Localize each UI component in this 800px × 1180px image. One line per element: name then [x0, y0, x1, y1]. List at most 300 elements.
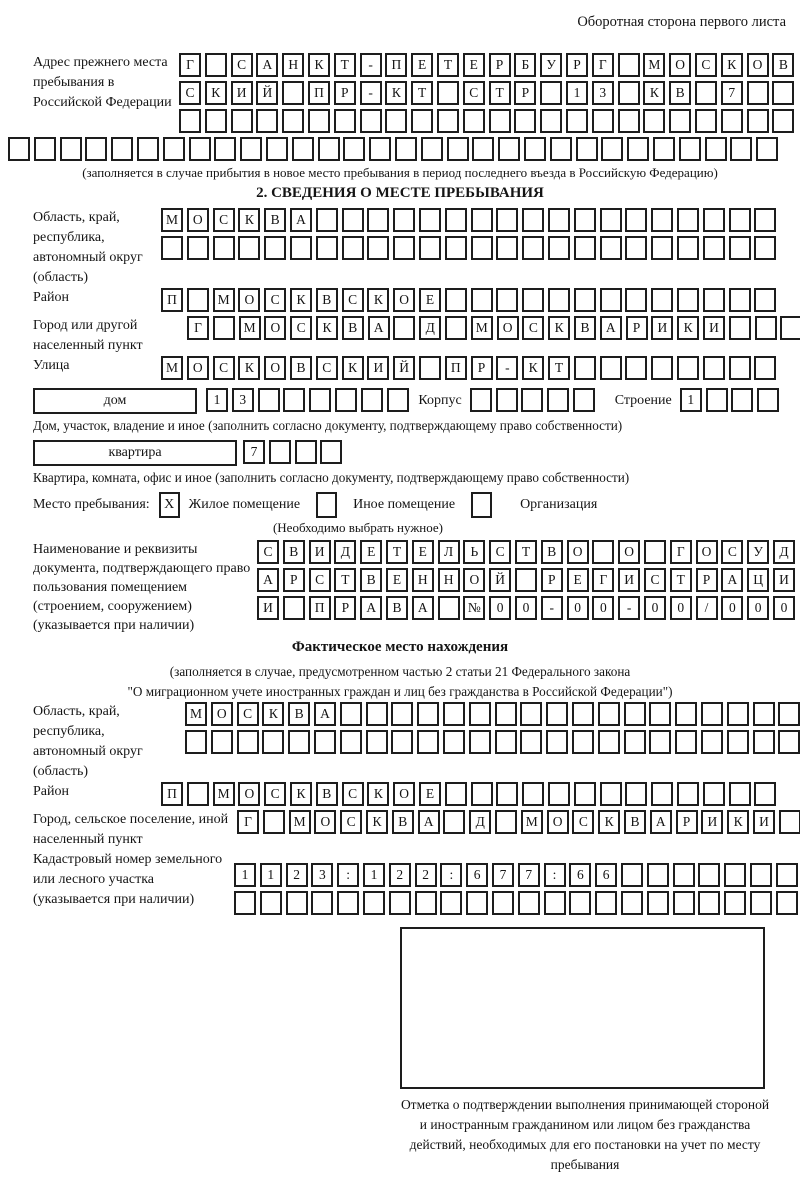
char-box[interactable]: 6	[595, 863, 617, 887]
char-box[interactable]: К	[238, 208, 260, 232]
char-box[interactable]	[498, 137, 520, 161]
char-box[interactable]	[592, 540, 614, 564]
char-box[interactable]	[618, 53, 640, 77]
char-box[interactable]	[675, 730, 697, 754]
char-box[interactable]	[548, 782, 570, 806]
char-box[interactable]: И	[651, 316, 673, 340]
char-box[interactable]	[546, 730, 568, 754]
char-box[interactable]: С	[572, 810, 594, 834]
char-box[interactable]	[574, 782, 596, 806]
char-box[interactable]: К	[367, 782, 389, 806]
char-box[interactable]	[729, 208, 751, 232]
char-box[interactable]: А	[290, 208, 312, 232]
char-box[interactable]: :	[337, 863, 359, 887]
char-box[interactable]	[496, 782, 518, 806]
char-box[interactable]: С	[179, 81, 201, 105]
char-box[interactable]	[729, 356, 751, 380]
char-box[interactable]: И	[367, 356, 389, 380]
char-box[interactable]: К	[205, 81, 227, 105]
char-box[interactable]	[34, 137, 56, 161]
char-box[interactable]	[643, 109, 665, 133]
char-box[interactable]: И	[231, 81, 253, 105]
char-box[interactable]	[437, 81, 459, 105]
char-box[interactable]	[520, 730, 542, 754]
char-box[interactable]	[754, 208, 776, 232]
char-box[interactable]	[595, 891, 617, 915]
char-box[interactable]	[283, 596, 305, 620]
char-box[interactable]	[754, 356, 776, 380]
char-box[interactable]: 7	[243, 440, 265, 464]
char-box[interactable]: Е	[567, 568, 589, 592]
char-box[interactable]: О	[463, 568, 485, 592]
char-box[interactable]: А	[257, 568, 279, 592]
char-box[interactable]: В	[288, 702, 310, 726]
char-box[interactable]	[546, 702, 568, 726]
char-box[interactable]	[445, 288, 467, 312]
char-box[interactable]	[187, 782, 209, 806]
char-box[interactable]: И	[753, 810, 775, 834]
char-box[interactable]: 6	[569, 863, 591, 887]
char-box[interactable]: А	[721, 568, 743, 592]
char-box[interactable]: Д	[469, 810, 491, 834]
char-box[interactable]	[574, 356, 596, 380]
char-box[interactable]: В	[392, 810, 414, 834]
char-box[interactable]: К	[290, 782, 312, 806]
char-box[interactable]	[649, 702, 671, 726]
char-box[interactable]	[393, 236, 415, 260]
char-box[interactable]: М	[213, 782, 235, 806]
char-box[interactable]	[524, 137, 546, 161]
char-box[interactable]: Р	[626, 316, 648, 340]
char-box[interactable]	[651, 356, 673, 380]
char-box[interactable]	[618, 81, 640, 105]
char-box[interactable]	[316, 236, 338, 260]
char-box[interactable]	[445, 316, 467, 340]
checkbox-zhiloe[interactable]: X	[159, 492, 180, 518]
char-box[interactable]: Т	[386, 540, 408, 564]
char-box[interactable]	[393, 316, 415, 340]
char-box[interactable]	[520, 702, 542, 726]
char-box[interactable]: К	[367, 288, 389, 312]
char-box[interactable]	[600, 208, 622, 232]
char-box[interactable]	[695, 81, 717, 105]
char-box[interactable]: Г	[187, 316, 209, 340]
char-box[interactable]	[334, 109, 356, 133]
char-box[interactable]	[288, 730, 310, 754]
char-box[interactable]: К	[238, 356, 260, 380]
char-box[interactable]: 2	[286, 863, 308, 887]
char-box[interactable]	[256, 109, 278, 133]
char-box[interactable]: 1	[363, 863, 385, 887]
char-box[interactable]	[438, 596, 460, 620]
char-box[interactable]	[469, 730, 491, 754]
char-box[interactable]: Р	[471, 356, 493, 380]
char-box[interactable]: О	[393, 782, 415, 806]
char-box[interactable]	[721, 109, 743, 133]
char-box[interactable]	[185, 730, 207, 754]
char-box[interactable]	[754, 782, 776, 806]
char-box[interactable]	[625, 782, 647, 806]
char-box[interactable]	[496, 236, 518, 260]
char-box[interactable]	[415, 891, 437, 915]
char-box[interactable]: Н	[412, 568, 434, 592]
char-box[interactable]	[522, 782, 544, 806]
char-box[interactable]	[393, 208, 415, 232]
char-box[interactable]: №	[463, 596, 485, 620]
char-box[interactable]: Р	[334, 596, 356, 620]
char-box[interactable]	[443, 702, 465, 726]
char-box[interactable]	[754, 288, 776, 312]
char-box[interactable]: Й	[393, 356, 415, 380]
char-box[interactable]	[340, 702, 362, 726]
char-box[interactable]: С	[316, 356, 338, 380]
char-box[interactable]	[266, 137, 288, 161]
char-box[interactable]	[574, 288, 596, 312]
char-box[interactable]: О	[238, 782, 260, 806]
char-box[interactable]	[625, 208, 647, 232]
char-box[interactable]	[651, 782, 673, 806]
char-box[interactable]: П	[385, 53, 407, 77]
char-box[interactable]	[318, 137, 340, 161]
checkbox-inoe[interactable]	[316, 492, 337, 518]
char-box[interactable]: С	[237, 702, 259, 726]
char-box[interactable]	[677, 208, 699, 232]
char-box[interactable]	[776, 891, 798, 915]
char-box[interactable]	[466, 891, 488, 915]
char-box[interactable]	[651, 288, 673, 312]
char-box[interactable]	[780, 316, 800, 340]
char-box[interactable]	[495, 810, 517, 834]
char-box[interactable]: Л	[438, 540, 460, 564]
char-box[interactable]: Т	[489, 81, 511, 105]
char-box[interactable]	[389, 891, 411, 915]
char-box[interactable]	[471, 782, 493, 806]
char-box[interactable]	[574, 208, 596, 232]
char-box[interactable]: А	[650, 810, 672, 834]
char-box[interactable]	[214, 137, 236, 161]
char-box[interactable]	[286, 891, 308, 915]
char-box[interactable]: О	[497, 316, 519, 340]
char-box[interactable]: 0	[747, 596, 769, 620]
char-box[interactable]	[569, 891, 591, 915]
char-box[interactable]: К	[308, 53, 330, 77]
char-box[interactable]	[550, 137, 572, 161]
char-box[interactable]: У	[540, 53, 562, 77]
char-box[interactable]	[8, 137, 30, 161]
char-box[interactable]: М	[239, 316, 261, 340]
char-box[interactable]: -	[618, 596, 640, 620]
char-box[interactable]: Р	[696, 568, 718, 592]
char-box[interactable]: У	[747, 540, 769, 564]
char-box[interactable]	[574, 236, 596, 260]
char-box[interactable]: 1	[260, 863, 282, 887]
char-box[interactable]: -	[496, 356, 518, 380]
char-box[interactable]	[701, 730, 723, 754]
char-box[interactable]: К	[290, 288, 312, 312]
char-box[interactable]	[754, 236, 776, 260]
char-box[interactable]	[496, 208, 518, 232]
char-box[interactable]	[522, 288, 544, 312]
char-box[interactable]	[598, 730, 620, 754]
char-box[interactable]	[703, 782, 725, 806]
char-box[interactable]: А	[412, 596, 434, 620]
char-box[interactable]	[311, 891, 333, 915]
char-box[interactable]	[260, 891, 282, 915]
char-box[interactable]: В	[624, 810, 646, 834]
char-box[interactable]	[283, 388, 305, 412]
char-box[interactable]: В	[316, 288, 338, 312]
char-box[interactable]: 0	[644, 596, 666, 620]
char-box[interactable]	[675, 702, 697, 726]
char-box[interactable]	[471, 208, 493, 232]
char-box[interactable]: П	[309, 596, 331, 620]
char-box[interactable]: 3	[232, 388, 254, 412]
char-box[interactable]: А	[314, 702, 336, 726]
char-box[interactable]: Е	[419, 782, 441, 806]
char-box[interactable]: /	[696, 596, 718, 620]
char-box[interactable]	[703, 208, 725, 232]
char-box[interactable]: С	[290, 316, 312, 340]
char-box[interactable]	[361, 388, 383, 412]
char-box[interactable]	[395, 137, 417, 161]
char-box[interactable]: 1	[680, 388, 702, 412]
char-box[interactable]	[705, 137, 727, 161]
char-box[interactable]: К	[548, 316, 570, 340]
char-box[interactable]: К	[598, 810, 620, 834]
char-box[interactable]: Е	[411, 53, 433, 77]
char-box[interactable]: О	[264, 356, 286, 380]
char-box[interactable]: 0	[773, 596, 795, 620]
char-box[interactable]	[753, 702, 775, 726]
char-box[interactable]: С	[257, 540, 279, 564]
char-box[interactable]	[703, 288, 725, 312]
char-box[interactable]	[776, 863, 798, 887]
char-box[interactable]	[292, 137, 314, 161]
char-box[interactable]	[772, 109, 794, 133]
char-box[interactable]: С	[264, 288, 286, 312]
char-box[interactable]	[548, 236, 570, 260]
char-box[interactable]	[753, 730, 775, 754]
char-box[interactable]: М	[643, 53, 665, 77]
char-box[interactable]	[161, 236, 183, 260]
char-box[interactable]: М	[289, 810, 311, 834]
char-box[interactable]: В	[386, 596, 408, 620]
char-box[interactable]: С	[213, 208, 235, 232]
char-box[interactable]: С	[695, 53, 717, 77]
char-box[interactable]	[600, 356, 622, 380]
char-box[interactable]	[573, 388, 595, 412]
char-box[interactable]: 3	[592, 81, 614, 105]
char-box[interactable]	[772, 81, 794, 105]
char-box[interactable]: В	[360, 568, 382, 592]
char-box[interactable]	[592, 109, 614, 133]
char-box[interactable]	[757, 388, 779, 412]
char-box[interactable]: Ц	[747, 568, 769, 592]
char-box[interactable]	[727, 730, 749, 754]
char-box[interactable]: И	[701, 810, 723, 834]
char-box[interactable]	[391, 730, 413, 754]
char-box[interactable]	[600, 288, 622, 312]
char-box[interactable]	[576, 137, 598, 161]
char-box[interactable]	[282, 81, 304, 105]
char-box[interactable]	[85, 137, 107, 161]
char-box[interactable]	[598, 702, 620, 726]
char-box[interactable]	[624, 730, 646, 754]
char-box[interactable]	[548, 208, 570, 232]
char-box[interactable]	[572, 702, 594, 726]
char-box[interactable]	[729, 782, 751, 806]
char-box[interactable]	[360, 109, 382, 133]
char-box[interactable]: Г	[179, 53, 201, 77]
char-box[interactable]: 6	[466, 863, 488, 887]
char-box[interactable]	[440, 891, 462, 915]
char-box[interactable]	[445, 782, 467, 806]
char-box[interactable]	[701, 702, 723, 726]
char-box[interactable]	[496, 388, 518, 412]
char-box[interactable]	[437, 109, 459, 133]
char-box[interactable]	[618, 109, 640, 133]
char-box[interactable]	[703, 236, 725, 260]
char-box[interactable]: Е	[463, 53, 485, 77]
char-box[interactable]	[269, 440, 291, 464]
char-box[interactable]: 1	[234, 863, 256, 887]
char-box[interactable]	[447, 137, 469, 161]
char-box[interactable]: Й	[489, 568, 511, 592]
char-box[interactable]: М	[161, 208, 183, 232]
char-box[interactable]: 1	[206, 388, 228, 412]
char-box[interactable]	[163, 137, 185, 161]
char-box[interactable]	[472, 137, 494, 161]
char-box[interactable]	[627, 137, 649, 161]
char-box[interactable]	[673, 891, 695, 915]
char-box[interactable]	[419, 236, 441, 260]
char-box[interactable]: Г	[592, 53, 614, 77]
char-box[interactable]	[625, 288, 647, 312]
char-box[interactable]: Г	[592, 568, 614, 592]
char-box[interactable]	[677, 356, 699, 380]
char-box[interactable]: В	[669, 81, 691, 105]
char-box[interactable]: П	[308, 81, 330, 105]
char-box[interactable]	[445, 236, 467, 260]
char-box[interactable]: И	[257, 596, 279, 620]
char-box[interactable]: Т	[515, 540, 537, 564]
char-box[interactable]	[258, 388, 280, 412]
char-box[interactable]	[471, 288, 493, 312]
char-box[interactable]: П	[161, 782, 183, 806]
char-box[interactable]	[238, 236, 260, 260]
char-box[interactable]: И	[309, 540, 331, 564]
char-box[interactable]: О	[238, 288, 260, 312]
char-box[interactable]	[366, 730, 388, 754]
char-box[interactable]	[495, 730, 517, 754]
char-box[interactable]	[421, 137, 443, 161]
char-box[interactable]	[179, 109, 201, 133]
char-box[interactable]	[471, 236, 493, 260]
char-box[interactable]: А	[418, 810, 440, 834]
char-box[interactable]	[387, 388, 409, 412]
char-box[interactable]: С	[721, 540, 743, 564]
char-box[interactable]	[443, 810, 465, 834]
char-box[interactable]	[463, 109, 485, 133]
char-box[interactable]	[470, 388, 492, 412]
char-box[interactable]	[443, 730, 465, 754]
char-box[interactable]	[308, 109, 330, 133]
char-box[interactable]	[205, 109, 227, 133]
char-box[interactable]: Г	[670, 540, 692, 564]
char-box[interactable]: К	[316, 316, 338, 340]
char-box[interactable]	[495, 702, 517, 726]
char-box[interactable]	[540, 81, 562, 105]
char-box[interactable]: О	[618, 540, 640, 564]
char-box[interactable]	[391, 702, 413, 726]
char-box[interactable]	[647, 891, 669, 915]
char-box[interactable]	[695, 109, 717, 133]
char-box[interactable]	[213, 236, 235, 260]
char-box[interactable]	[649, 730, 671, 754]
char-box[interactable]: М	[213, 288, 235, 312]
char-box[interactable]	[747, 81, 769, 105]
char-box[interactable]: Г	[237, 810, 259, 834]
char-box[interactable]: С	[213, 356, 235, 380]
char-box[interactable]	[600, 236, 622, 260]
char-box[interactable]	[411, 109, 433, 133]
char-box[interactable]: 0	[489, 596, 511, 620]
char-box[interactable]: Р	[541, 568, 563, 592]
char-box[interactable]	[343, 137, 365, 161]
char-box[interactable]	[367, 236, 389, 260]
char-box[interactable]	[673, 863, 695, 887]
char-box[interactable]: Р	[334, 81, 356, 105]
char-box[interactable]: Н	[282, 53, 304, 77]
char-box[interactable]: К	[643, 81, 665, 105]
char-box[interactable]: 2	[389, 863, 411, 887]
char-box[interactable]: К	[342, 356, 364, 380]
char-box[interactable]: Е	[386, 568, 408, 592]
char-box[interactable]	[625, 356, 647, 380]
char-box[interactable]	[522, 208, 544, 232]
char-box[interactable]: К	[721, 53, 743, 77]
char-box[interactable]	[187, 288, 209, 312]
char-box[interactable]	[747, 109, 769, 133]
char-box[interactable]: 0	[721, 596, 743, 620]
char-box[interactable]: П	[161, 288, 183, 312]
char-box[interactable]	[540, 109, 562, 133]
char-box[interactable]	[213, 316, 235, 340]
char-box[interactable]	[677, 236, 699, 260]
char-box[interactable]: 2	[415, 863, 437, 887]
char-box[interactable]	[187, 236, 209, 260]
char-box[interactable]	[231, 109, 253, 133]
char-box[interactable]	[337, 891, 359, 915]
char-box[interactable]: Д	[773, 540, 795, 564]
char-box[interactable]: 0	[592, 596, 614, 620]
char-box[interactable]: :	[440, 863, 462, 887]
char-box[interactable]	[342, 236, 364, 260]
char-box[interactable]: О	[314, 810, 336, 834]
char-box[interactable]	[698, 891, 720, 915]
char-box[interactable]	[779, 810, 800, 834]
char-box[interactable]	[724, 891, 746, 915]
char-box[interactable]: Т	[437, 53, 459, 77]
char-box[interactable]	[669, 109, 691, 133]
char-box[interactable]: С	[522, 316, 544, 340]
char-box[interactable]: Д	[334, 540, 356, 564]
char-box[interactable]: М	[185, 702, 207, 726]
char-box[interactable]	[544, 891, 566, 915]
char-box[interactable]: И	[618, 568, 640, 592]
char-box[interactable]	[295, 440, 317, 464]
char-box[interactable]: Р	[283, 568, 305, 592]
